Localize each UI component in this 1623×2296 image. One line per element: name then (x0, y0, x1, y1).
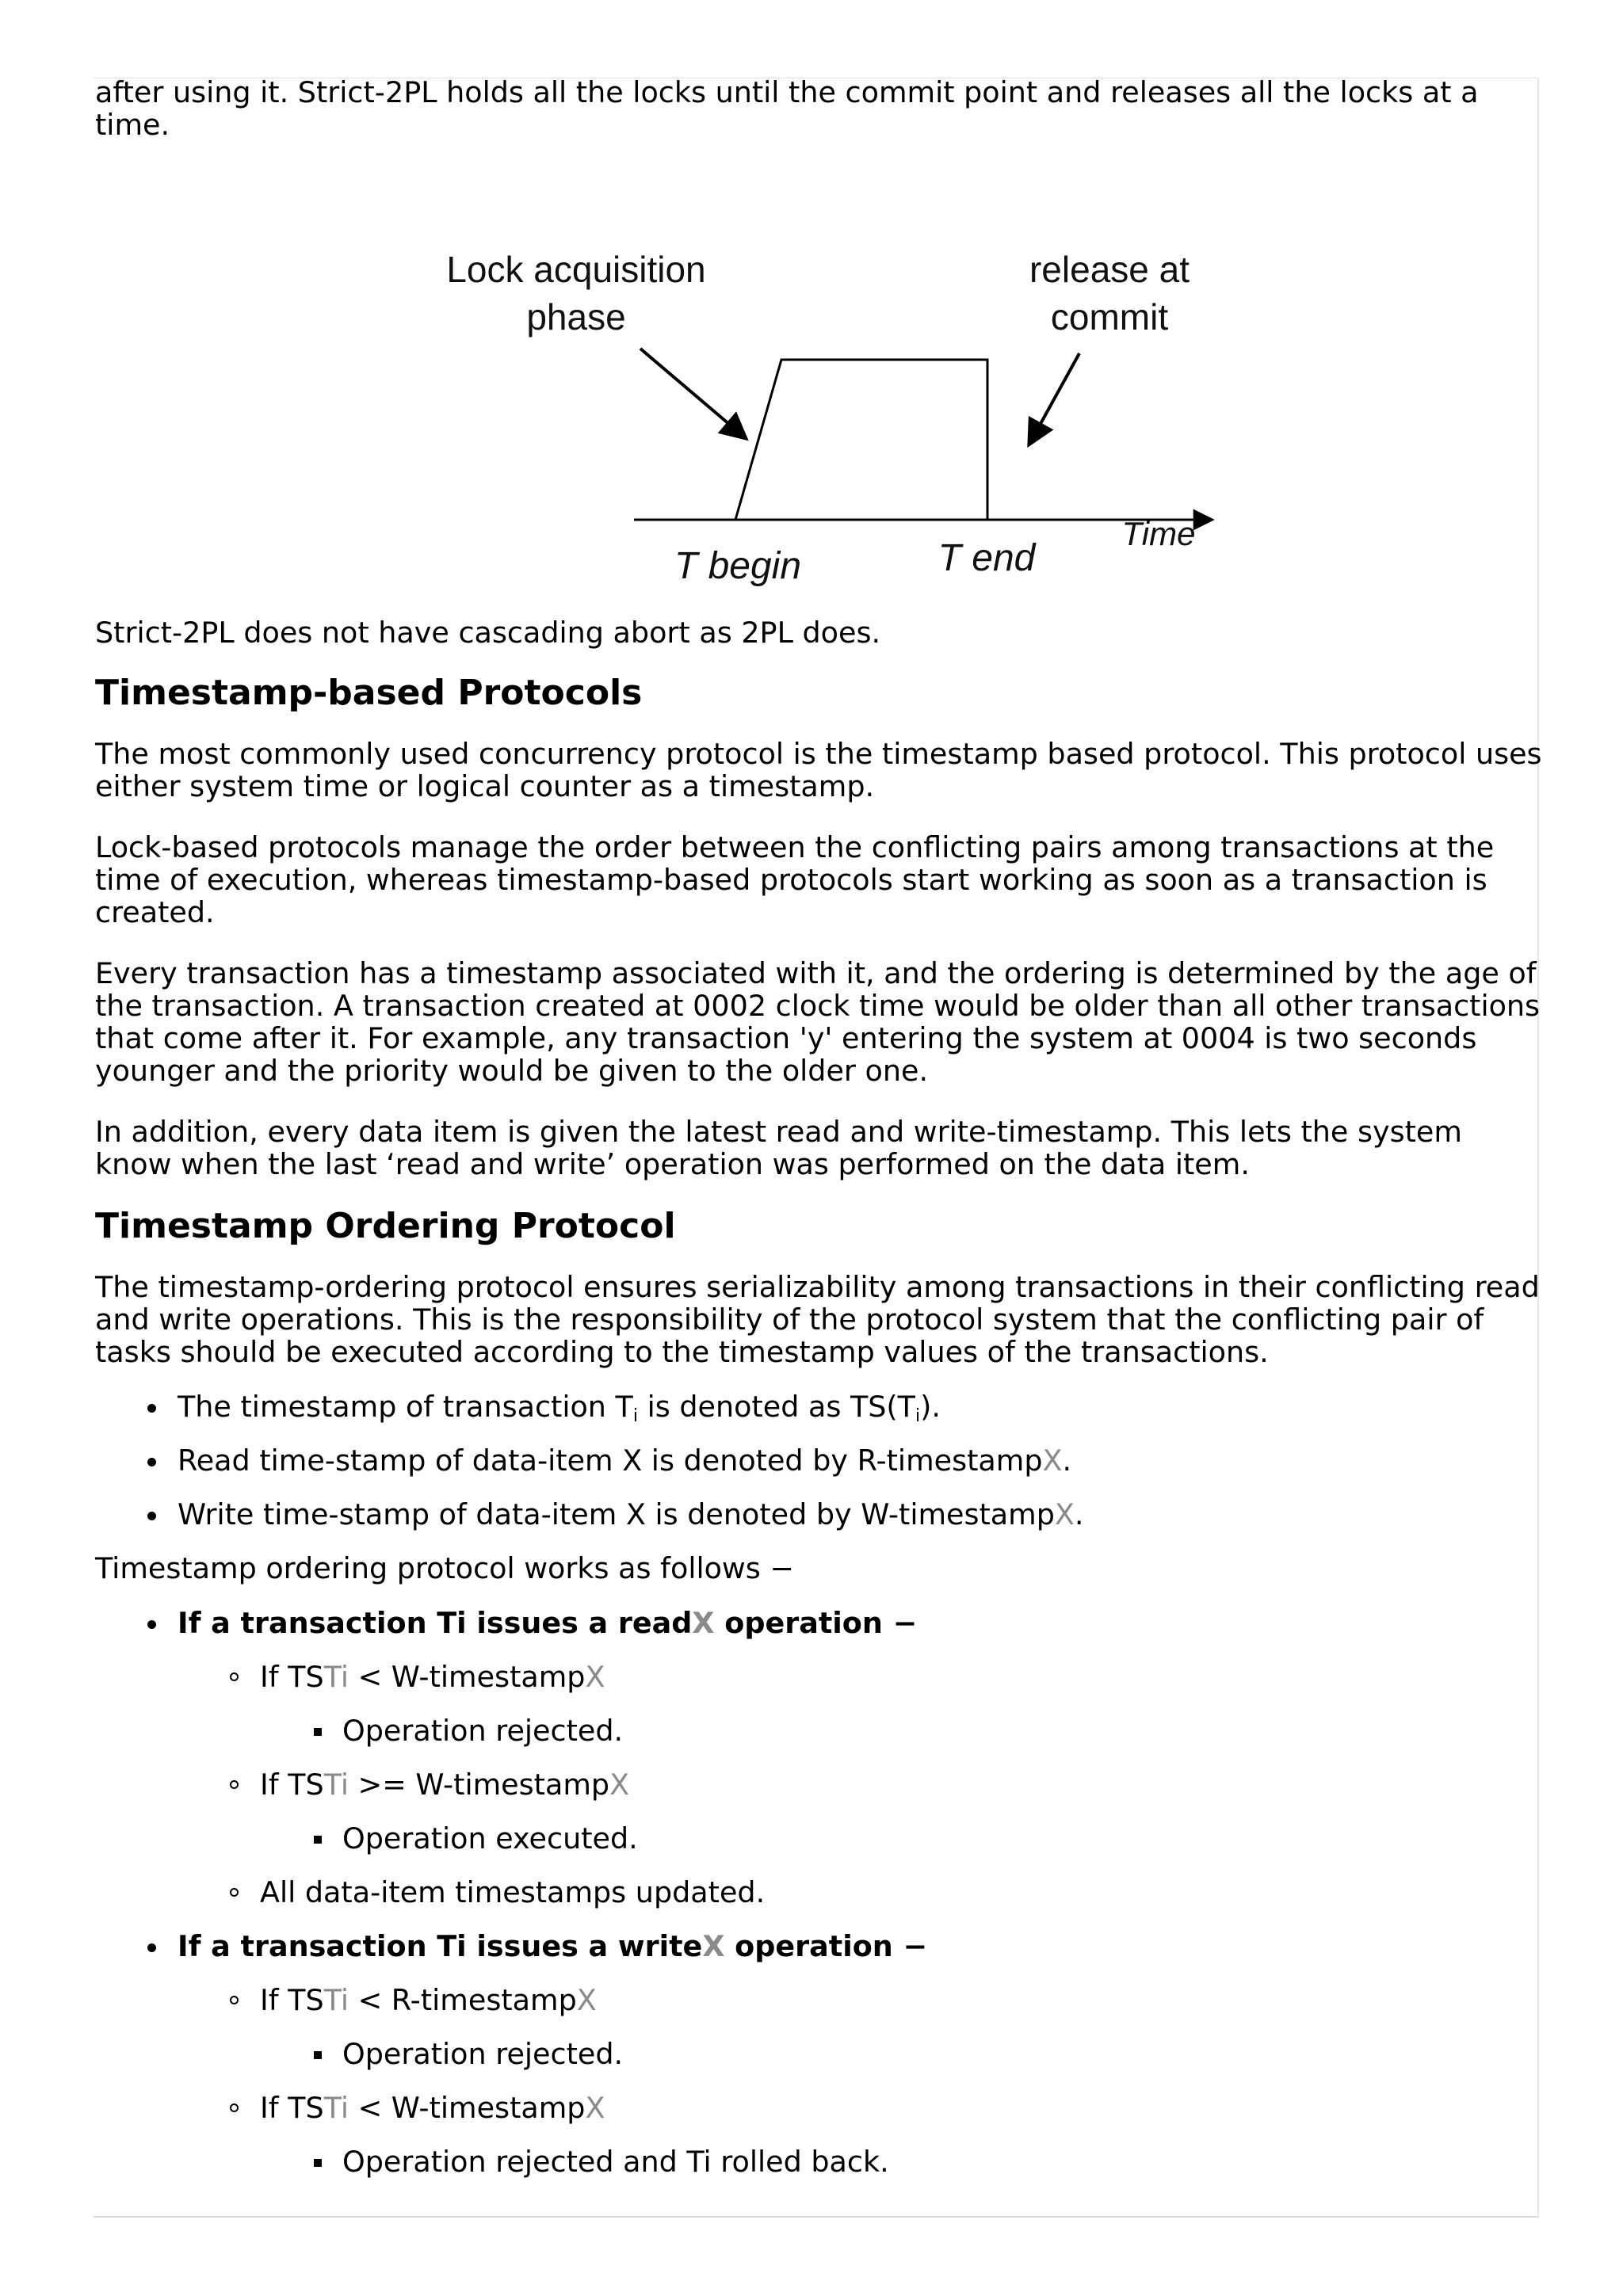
write-rule-item: If a transaction Ti issues a writeX operation − If TSTi < R-timestampX Operation rejected. If TSTi < W-timestampX Operation rejected and Ti rolled back. (95, 1930, 1545, 2178)
label-t-begin: T begin (674, 545, 802, 587)
ordering-rules-list (95, 1607, 1545, 2178)
list-item: Operation rejected and Ti rolled back. (260, 2145, 1545, 2178)
list-item: Operation executed. (260, 1822, 1545, 1855)
label-t-end: T end (938, 537, 1036, 579)
heading-timestamp-based-protocols: Timestamp-based Protocols (95, 673, 643, 713)
list-item: If TSTi < W-timestampX Operation rejected. (178, 1661, 1545, 1747)
read-rule-conditions (178, 1661, 1545, 1909)
list-item: If TSTi < R-timestampX Operation rejected. (178, 1984, 1545, 2070)
strict-2pl-figure (95, 141, 1545, 616)
label-lock-acquisition: Lock acquisition (446, 249, 706, 290)
label-time: Time (1121, 515, 1196, 552)
arrow-release-commit (1029, 353, 1079, 445)
list-item: Operation rejected. (260, 2038, 1545, 2070)
list-item: The timestamp of transaction $T_i$ is denoted as $TS(T_i)$. (95, 1390, 1545, 1423)
list-item: All data-item timestamps updated. (178, 1876, 1545, 1909)
arrow-lock-acquisition (640, 349, 747, 439)
list-item: If TSTi < W-timestampX Operation rejected and Ti rolled back. (178, 2092, 1545, 2178)
write-rule-conditions (178, 1984, 1545, 2178)
label-commit: commit (1050, 296, 1169, 338)
label-release-at: release at (1029, 249, 1190, 290)
paragraph-lock-vs-timestamp: Lock-based protocols manage the order between the conflicting pairs among transactions at the time of execution, whereas timestamp-based protocols start working as soon as a transaction is created. (95, 830, 1495, 929)
intro-paragraph: after using it. Strict-2PL holds all the locks until the commit point and releases all the locks at a time. (95, 75, 1479, 142)
list-item: Operation rejected. (260, 1714, 1545, 1747)
heading-timestamp-ordering-protocol: Timestamp Ordering Protocol (95, 1206, 676, 1246)
paragraph-timestamp-intro: The most commonly used concurrency protocol is the timestamp based protocol. This protocol uses either system time or logical counter as a timestamp. (95, 737, 1542, 803)
paragraph-transaction-age: Every transaction has a timestamp associated with it, and the ordering is determined by the age of the transaction. A transaction created at 0002 clock time would be older than all other transactions that come after it. For example, any transaction 'y' entering the system at 0004 is two seconds younger and the priority would be given to the older one. (95, 956, 1541, 1088)
lock-curve (735, 360, 987, 520)
list-item: Write time-stamp of data-item X is denoted by W-timestampX. (95, 1498, 1545, 1531)
paragraph-data-item-timestamps: In addition, every data item is given the latest read and write-timestamp. This lets the system know when the last ‘read and write’ operation was performed on the data item. (95, 1115, 1462, 1181)
document-content (95, 76, 1545, 2199)
label-phase: phase (526, 296, 626, 338)
paragraph-works-as-follows: Timestamp ordering protocol works as follows − (95, 1551, 794, 1585)
list-item: If TSTi >= W-timestampX Operation executed. (178, 1768, 1545, 1855)
strict-2pl-diagram (95, 141, 1545, 616)
read-rule-item: If a transaction Ti issues a readX operation − If TSTi < W-timestampX Operation rejected. If TSTi >= W-timestampX Operation executed. All data-item timestamps updated. (95, 1607, 1545, 1909)
strict-2pl-note: Strict-2PL does not have cascading abort as 2PL does. (95, 616, 881, 650)
timestamp-definitions-list (95, 1390, 1545, 1531)
paragraph-ordering-intro: The timestamp-ordering protocol ensures serializability among transactions in their conflicting read and write operations. This is the responsibility of the protocol system that the conflicting pair of tasks should be executed according to the timestamp values of the transactions. (95, 1270, 1540, 1369)
list-item: Read time-stamp of data-item X is denoted by R-timestampX. (95, 1444, 1545, 1477)
